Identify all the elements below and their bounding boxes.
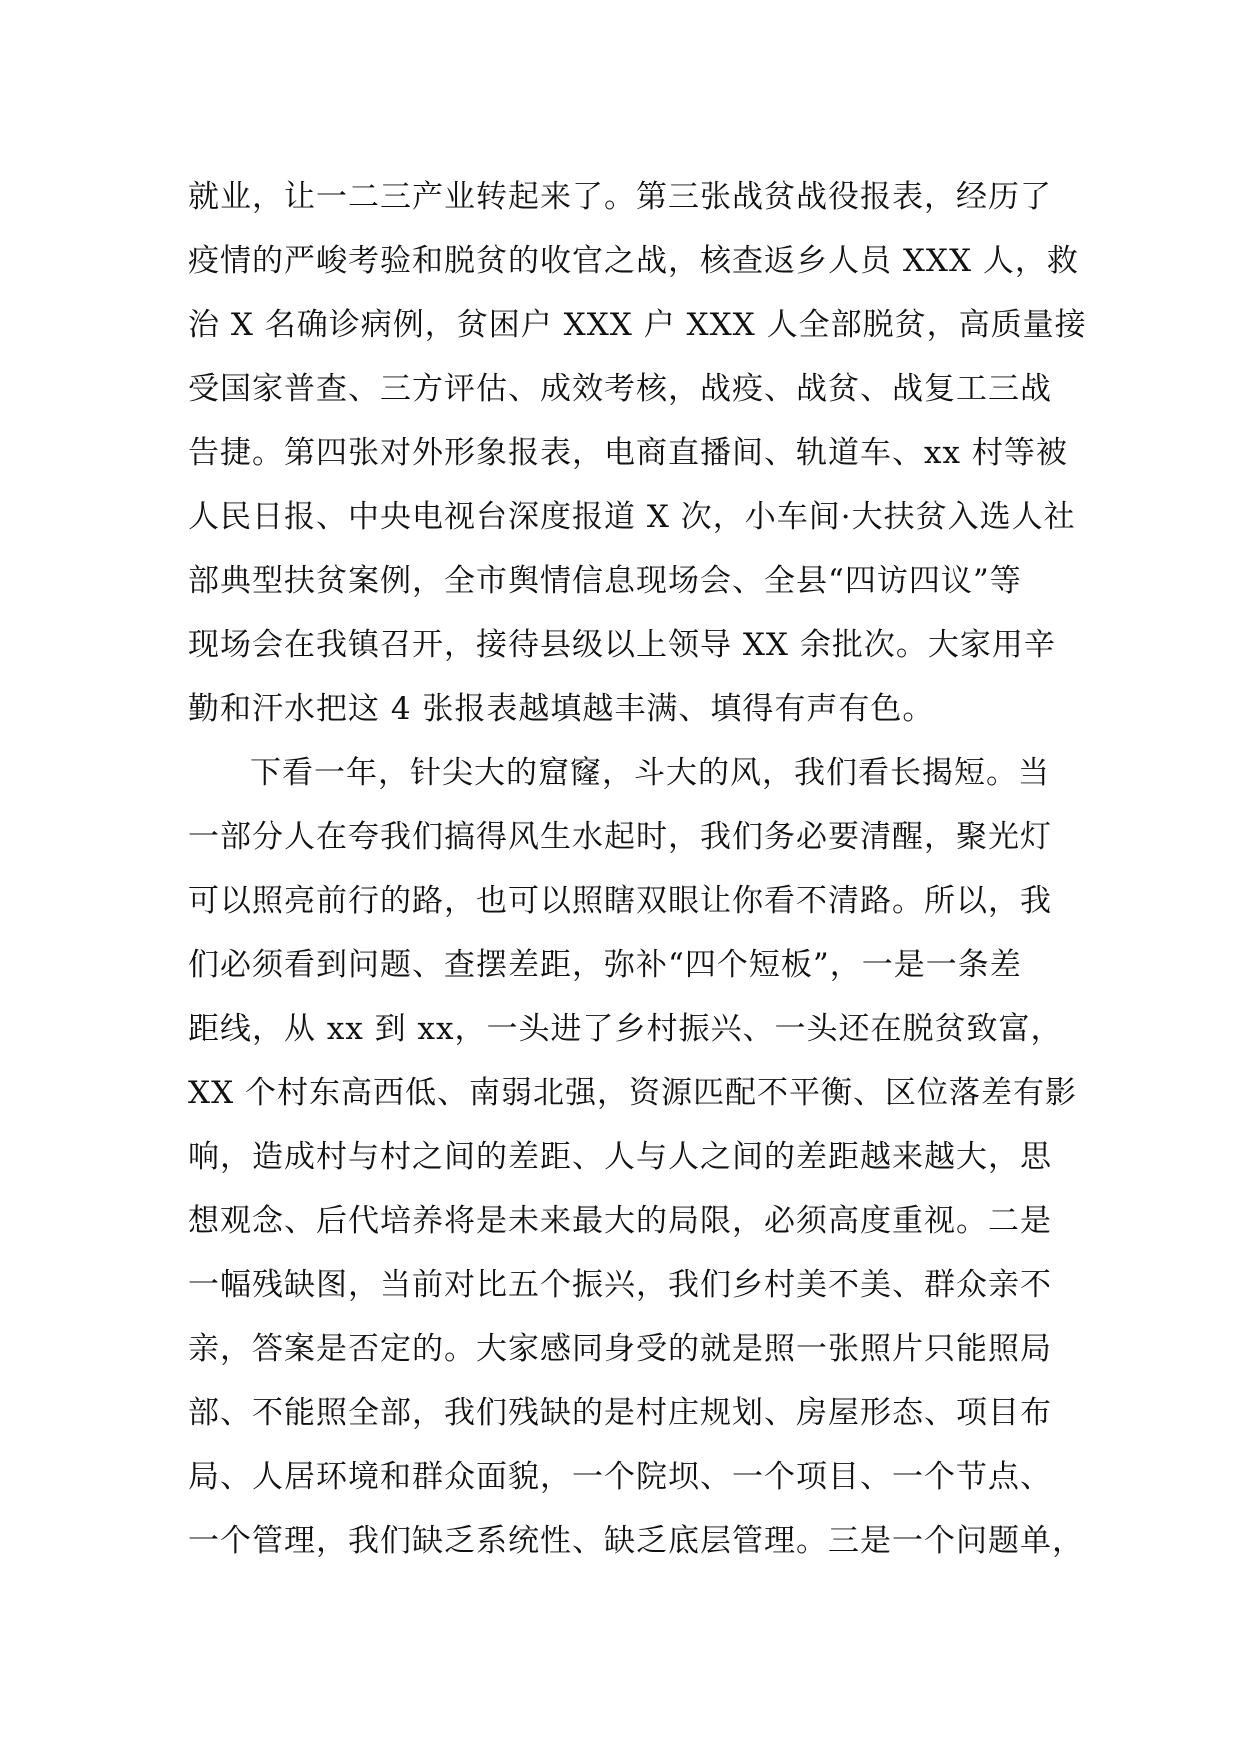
text-line: 疫情的严峻考验和脱贫的收官之战，核查返乡人员 XXX 人，救 — [188, 243, 1079, 279]
text-line: XX 个村东高西低、南弱北强，资源匹配不平衡、区位落差有影 — [188, 1075, 1077, 1111]
text-line: 响，造成村与村之间的差距、人与人之间的差距越来越大，思 — [188, 1139, 1052, 1175]
text-line: 亲，答案是否定的。大家感同身受的就是照一张照片只能照局 — [188, 1331, 1052, 1367]
text-line: 受国家普查、三方评估、成效考核，战疫、战贫、战复工三战 — [188, 371, 1052, 407]
text-line: 想观念、后代培养将是未来最大的局限，必须高度重视。二是 — [188, 1203, 1052, 1239]
paragraph-report-achievements — [188, 165, 1088, 741]
text-line: 们必须看到问题、查摆差距，弥补“四个短板”，一是一条差 — [188, 947, 1022, 983]
text-line: 人民日报、中央电视台深度报道 X 次，小车间·大扶贫入选人社 — [188, 499, 1076, 535]
text-line: 距线，从 xx 到 xx，一头进了乡村振兴、一头还在脱贫致富， — [188, 1011, 1063, 1047]
text-line: 勤和汗水把这 4 张报表越填越丰满、填得有声有色。 — [188, 691, 935, 727]
text-line: 现场会在我镇召开，接待县级以上领导 XX 余批次。大家用辛 — [188, 627, 1056, 663]
text-line-first-indented: 下看一年，针尖大的窟窿，斗大的风，我们看长揭短。当 — [250, 755, 1050, 791]
text-line: 就业，让一二三产业转起来了。第三张战贫战役报表，经历了 — [188, 179, 1052, 215]
text-line: 部典型扶贫案例，全市舆情信息现场会、全县“四访四议”等 — [188, 563, 1022, 599]
text-line: 告捷。第四张对外形象报表，电商直播间、轨道车、xx 村等被 — [188, 435, 1068, 471]
text-line: 一部分人在夸我们搞得风生水起时，我们务必要清醒，聚光灯 — [188, 819, 1052, 855]
body-text — [188, 165, 1088, 1573]
text-line: 治 X 名确诊病例，贫困户 XXX 户 XXX 人全部脱贫，高质量接 — [188, 307, 1087, 343]
text-line: 部、不能照全部，我们残缺的是村庄规划、房屋形态、项目布 — [188, 1395, 1052, 1431]
text-line: 一幅残缺图，当前对比五个振兴，我们乡村美不美、群众亲不 — [188, 1267, 1052, 1303]
text-line: 局、人居环境和群众面貌，一个院坝、一个项目、一个节点、 — [188, 1459, 1052, 1495]
paragraph-shortcomings — [188, 741, 1088, 1573]
text-line: 一个管理，我们缺乏系统性、缺乏底层管理。三是一个问题单， — [188, 1523, 1084, 1559]
text-line: 可以照亮前行的路，也可以照瞎双眼让你看不清路。所以，我 — [188, 883, 1052, 919]
